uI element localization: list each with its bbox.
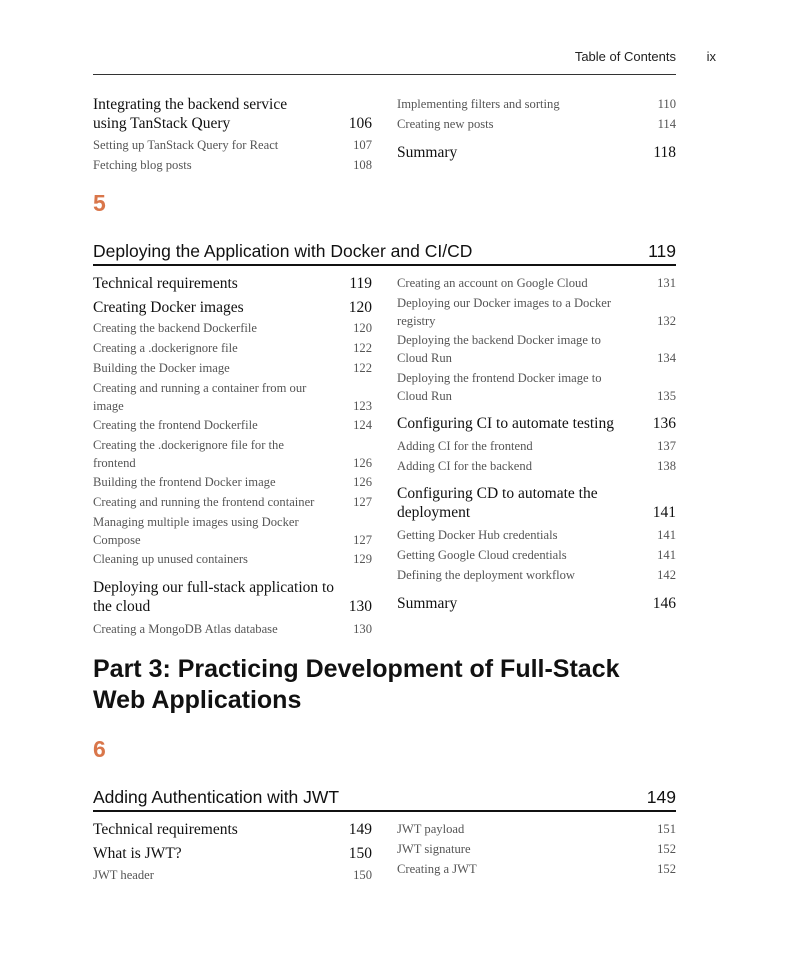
toc-entry[interactable] <box>93 820 372 839</box>
toc-entry-page: 150 <box>348 845 372 862</box>
toc-entry-title: Adding CI for the frontend <box>397 439 533 453</box>
toc-entry-page: 110 <box>657 97 676 111</box>
header-divider <box>93 74 676 75</box>
toc-entry-page: 122 <box>353 361 372 375</box>
toc-entry-page: 122 <box>353 341 372 355</box>
toc-entry-title: Creating and running a container from our image <box>93 381 307 413</box>
toc-entry-title: Setting up TanStack Query for React <box>93 138 279 152</box>
toc-entry[interactable] <box>397 458 676 476</box>
chapter-divider <box>93 810 676 812</box>
toc-entry-title: Creating a .dockerignore file <box>93 341 238 355</box>
toc-entry[interactable] <box>93 298 372 317</box>
toc-entry-page: 150 <box>353 868 372 882</box>
toc-entry[interactable] <box>397 275 676 293</box>
toc-entry-page: 138 <box>657 459 676 473</box>
toc-entry-title: Defining the deployment workflow <box>397 568 576 582</box>
toc-entry-title: Summary <box>397 595 458 612</box>
running-header-title: Table of Contents <box>574 49 676 64</box>
toc-entry-page: 129 <box>353 552 372 566</box>
chapter-page: 119 <box>648 241 676 261</box>
toc-entry[interactable] <box>397 527 676 545</box>
toc-entry-title: Getting Google Cloud credentials <box>397 548 567 562</box>
toc-entry-page: 120 <box>348 299 372 316</box>
toc-entry[interactable] <box>397 484 676 522</box>
toc-entry-page: 132 <box>657 313 676 328</box>
toc-entry[interactable] <box>93 360 372 378</box>
toc-entry-title: JWT header <box>93 868 154 882</box>
toc-entry-page: 137 <box>657 439 676 453</box>
toc-entry[interactable] <box>397 116 676 134</box>
toc-entry-page: 141 <box>652 504 676 521</box>
toc-entry[interactable] <box>93 578 372 616</box>
toc-entry[interactable] <box>93 340 372 358</box>
chapter-title-row[interactable] <box>93 241 676 262</box>
toc-entry-title: Integrating the backend service using TanStack Query <box>93 96 288 132</box>
toc-entry-title: Creating a MongoDB Atlas database <box>93 622 278 636</box>
toc-entry-page: 142 <box>657 568 676 582</box>
toc-entry[interactable] <box>93 494 372 512</box>
toc-entry-title: Creating the .dockerignore file for the frontend <box>93 438 284 470</box>
toc-entry[interactable] <box>397 861 676 879</box>
toc-entry-page: 151 <box>657 822 676 836</box>
toc-entry-page: 114 <box>657 117 676 131</box>
toc-entry-title: Deploying the backend Docker image to Cloud Run <box>397 333 601 365</box>
toc-entry-page: 127 <box>353 532 372 547</box>
chapter-divider <box>93 264 676 266</box>
toc-entry-title: JWT signature <box>397 842 471 856</box>
toc-entry[interactable] <box>397 96 676 114</box>
toc-entry[interactable] <box>93 551 372 569</box>
toc-entry-title: Configuring CI to automate testing <box>397 415 614 432</box>
part-title-line: Part 3: Practicing Development of Full-Stack <box>93 655 620 683</box>
toc-entry-page: 124 <box>353 418 372 432</box>
toc-entry[interactable] <box>93 844 372 863</box>
toc-entry-title: Cleaning up unused containers <box>93 552 248 566</box>
toc-entry[interactable] <box>397 332 676 367</box>
toc-entry-title: Adding CI for the backend <box>397 459 532 473</box>
chapter-number: 5 <box>93 190 106 216</box>
chapter-page: 149 <box>646 787 676 807</box>
toc-entry[interactable] <box>93 621 372 639</box>
toc-entry-page: 130 <box>353 622 372 636</box>
toc-entry-title: Deploying the frontend Docker image to Cloud Run <box>397 371 602 403</box>
toc-entry[interactable] <box>93 137 372 155</box>
toc-entry-title: Building the frontend Docker image <box>93 475 276 489</box>
toc-entry[interactable] <box>397 547 676 565</box>
toc-entry-title: Deploying our Docker images to a Docker registry <box>397 296 612 328</box>
toc-entry-page: 141 <box>657 548 676 562</box>
toc-entry-page: 118 <box>653 144 676 161</box>
toc-entry-page: 123 <box>353 398 372 413</box>
toc-entry[interactable] <box>397 370 676 405</box>
toc-entry-title: Creating new posts <box>397 117 494 131</box>
toc-entry[interactable] <box>93 514 372 549</box>
toc-entry[interactable] <box>397 821 676 839</box>
toc-entry[interactable] <box>397 295 676 330</box>
toc-entry[interactable] <box>397 143 676 162</box>
chapter-title: Adding Authentication with JWT <box>93 787 340 807</box>
toc-entry[interactable] <box>93 157 372 175</box>
toc-entry-page: 119 <box>349 275 372 292</box>
toc-entry-page: 136 <box>652 415 676 432</box>
toc-entry-page: 127 <box>353 495 372 509</box>
toc-entry-page: 108 <box>353 158 372 172</box>
toc-entry[interactable] <box>397 594 676 613</box>
running-header-page-number: ix <box>706 49 716 64</box>
toc-entry-title: Creating Docker images <box>93 299 244 316</box>
toc-entry-title: Creating the frontend Dockerfile <box>93 418 258 432</box>
toc-entry-title: Creating an account on Google Cloud <box>397 276 588 290</box>
toc-entry-page: 126 <box>353 475 372 489</box>
part-title-line: Web Applications <box>93 686 302 714</box>
toc-entry-page: 130 <box>348 598 372 615</box>
toc-entry-title: Implementing filters and sorting <box>397 97 560 111</box>
toc-entry[interactable] <box>93 380 372 415</box>
toc-entry-title: Creating and running the frontend container <box>93 495 315 509</box>
toc-entry-page: 120 <box>353 321 372 335</box>
toc-entry-title: Configuring CD to automate the deployment <box>397 485 598 521</box>
toc-entry-page: 146 <box>652 595 676 612</box>
toc-entry[interactable] <box>93 437 372 472</box>
toc-entry-page: 135 <box>657 388 676 403</box>
toc-entry-title: Technical requirements <box>93 821 238 838</box>
toc-entry-page: 134 <box>657 350 676 365</box>
toc-entry-title: What is JWT? <box>93 845 182 862</box>
toc-entry-title: Deploying our full-stack application to the cloud <box>93 579 335 615</box>
toc-entry[interactable] <box>397 438 676 456</box>
toc-entry[interactable] <box>397 841 676 859</box>
toc-entry-title: Summary <box>397 144 458 161</box>
toc-entry-title: Building the Docker image <box>93 361 230 375</box>
toc-entry-title: Fetching blog posts <box>93 158 192 172</box>
toc-entry-title: Getting Docker Hub credentials <box>397 528 558 542</box>
toc-entry-title: Creating the backend Dockerfile <box>93 321 257 335</box>
toc-entry-page: 126 <box>353 455 372 470</box>
toc-entry[interactable] <box>93 867 372 885</box>
toc-entry-page: 149 <box>348 821 372 838</box>
toc-entry-title: Managing multiple images using Docker Compose <box>93 515 299 547</box>
toc-entry-page: 152 <box>657 842 676 856</box>
toc-entry[interactable] <box>93 274 372 293</box>
chapter-title-row[interactable] <box>93 787 676 808</box>
chapter-title: Deploying the Application with Docker and CI/CD <box>93 241 473 261</box>
toc-entry[interactable] <box>397 414 676 433</box>
toc-entry-page: 141 <box>657 528 676 542</box>
toc-entry[interactable] <box>93 320 372 338</box>
toc-entry[interactable] <box>397 567 676 585</box>
toc-entry[interactable] <box>93 417 372 435</box>
toc-entry-title: Technical requirements <box>93 275 238 292</box>
toc-entry-title: JWT payload <box>397 822 465 836</box>
chapter-number: 6 <box>93 736 106 762</box>
toc-entry-page: 152 <box>657 862 676 876</box>
part-title[interactable] <box>93 654 693 716</box>
toc-entry[interactable] <box>93 95 372 133</box>
toc-entry-page: 106 <box>348 115 372 132</box>
toc-entry-title: Creating a JWT <box>397 862 477 876</box>
toc-entry[interactable] <box>93 474 372 492</box>
toc-entry-page: 131 <box>657 276 676 290</box>
toc-entry-page: 107 <box>353 138 372 152</box>
